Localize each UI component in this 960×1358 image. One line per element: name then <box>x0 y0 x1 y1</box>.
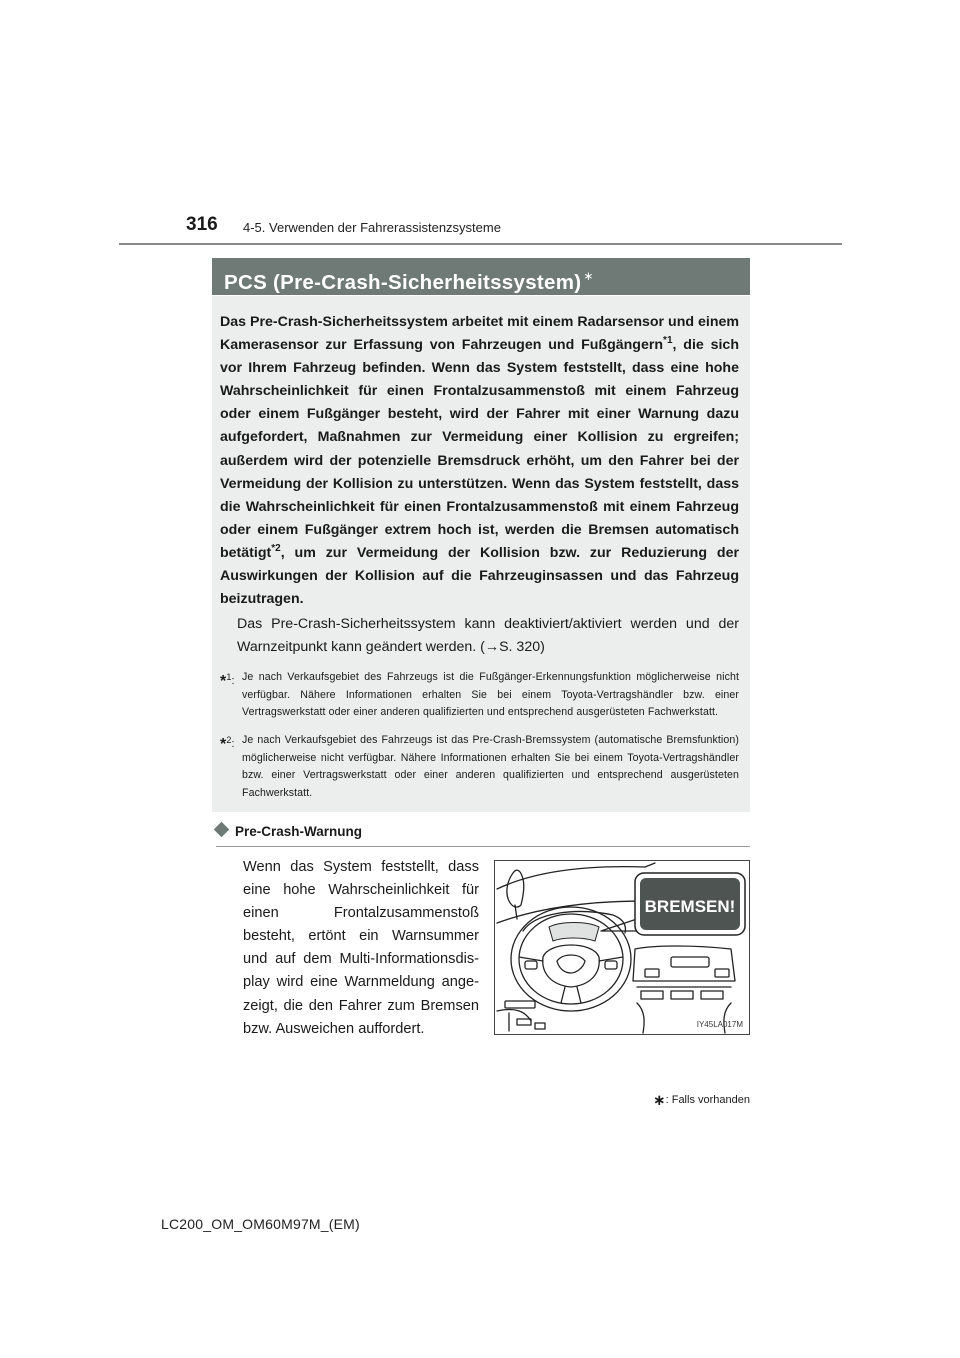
info-box <box>212 296 750 812</box>
intro-text-3: , um zur Vermeidung der Kollision bzw. zur Reduzierung der Auswirkungen der Kollision auf die Fahrzeuginsassen und das Fahrzeug beizutragen. <box>220 544 739 608</box>
availability-footnote <box>653 1089 750 1107</box>
title-mark: ∗ <box>583 269 594 283</box>
dashboard-illustration <box>494 860 750 1035</box>
page-number: 316 <box>186 214 218 235</box>
header-divider <box>119 243 842 245</box>
footnote-1-text: Je nach Verkaufsgebiet des Fahrzeugs ist die Fußgänger-Erkennungsfunktion möglicherweise nicht verfügbar. Nähere Informationen erhalten Sie bei einem Toyota-Vertragshändler bzw. einer Vertragswerkstatt oder einer anderen qualifizierten und entsprechend ausgerüsteten Fachwerkstatt. <box>242 671 739 719</box>
title-text: PCS (Pre-Crash-Sicherheitssystem) <box>224 271 582 294</box>
page-title <box>212 258 750 295</box>
intro-text-1: Das Pre-Crash-Sicherheitssystem arbeitet mit einem Radarsensor und einem Kamerasensor zur Erfassung von Fahrzeugen und Fußgängern <box>220 314 739 354</box>
footnote-ref-2: *2 <box>271 542 281 554</box>
settings-note: Das Pre-Crash-Sicherheitssystem kann deaktiviert/aktiviert werden und der Warnzeitpunkt kann geändert werden. (→S. 320) <box>237 616 739 656</box>
diamond-icon <box>214 822 230 838</box>
footnote-2-text: Je nach Verkaufsgebiet des Fahrzeugs ist das Pre-Crash-Bremssystem (automatische Bremsfunktion) möglicherweise nicht verfügbar. Nähere Informationen erhalten Sie bei einem Toyota-Vertragshändler bzw. einer Vertragswerkstatt oder einer anderen qualifizierten und entsprechend ausgerüsteten Fachwerkstatt. <box>242 734 739 799</box>
availability-text: : Falls vorhanden <box>665 1094 750 1106</box>
subsection-title: Pre-Crash-Warnung <box>235 824 363 839</box>
illustration-code: IY45LA017M <box>696 1020 743 1029</box>
footnote-1 <box>220 669 739 722</box>
availability-star: ∗ <box>653 1092 666 1109</box>
footnote-2-mark: *$^2$: <box>220 735 235 753</box>
intro-paragraph <box>220 311 739 611</box>
footnote-2 <box>220 732 739 802</box>
section-title: 4-5. Verwenden der Fahrerassistenzsysteme <box>243 220 501 235</box>
footnote-ref-1: *1 <box>663 335 673 347</box>
warning-description: Wenn das System feststellt, dass eine hohe Wahrscheinlichkeit für einen Frontalzusammenstoß besteht, ertönt ein Warnsummer und auf dem Multi-Informationsdisplay wird eine Warnmeldung angezeigt, die den Fahrer zum Bremsen bzw. Ausweichen auffordert. <box>243 859 479 1037</box>
manual-code: LC200_OM_OM60M97M_(EM) <box>161 1216 360 1232</box>
footnote-1-mark: *$^1$: <box>220 672 235 691</box>
display-warning-text: BREMSEN! <box>644 897 736 916</box>
intro-text-2: , die sich vor Ihrem Fahrzeug befinden. Wenn das System feststellt, dass eine hohe Wahrscheinlichkeit für einen Frontalzusammenstoß mit einem Fahrzeug oder einem Fußgänger besteht, wird der Fahrer mit einer Warnung dazu aufgefordert, Maßnahmen zur Vermeidung einer Kollision zu ergreifen; außerdem wird der potenzielle Bremsdruck erhöht, um den Fahrer bei der Vermeidung der Kollision zu unterstützen. Wenn das System feststellt, dass die Wahrscheinlichkeit für einen Frontalzusammenstoß mit einem Fahrzeug oder einem Fußgänger extrem hoch ist, werden die Bremsen automatisch betätigt <box>220 337 739 561</box>
steering-wheel-drawing <box>495 861 749 1034</box>
subsection-heading <box>216 824 362 839</box>
subsection-divider <box>216 846 750 847</box>
